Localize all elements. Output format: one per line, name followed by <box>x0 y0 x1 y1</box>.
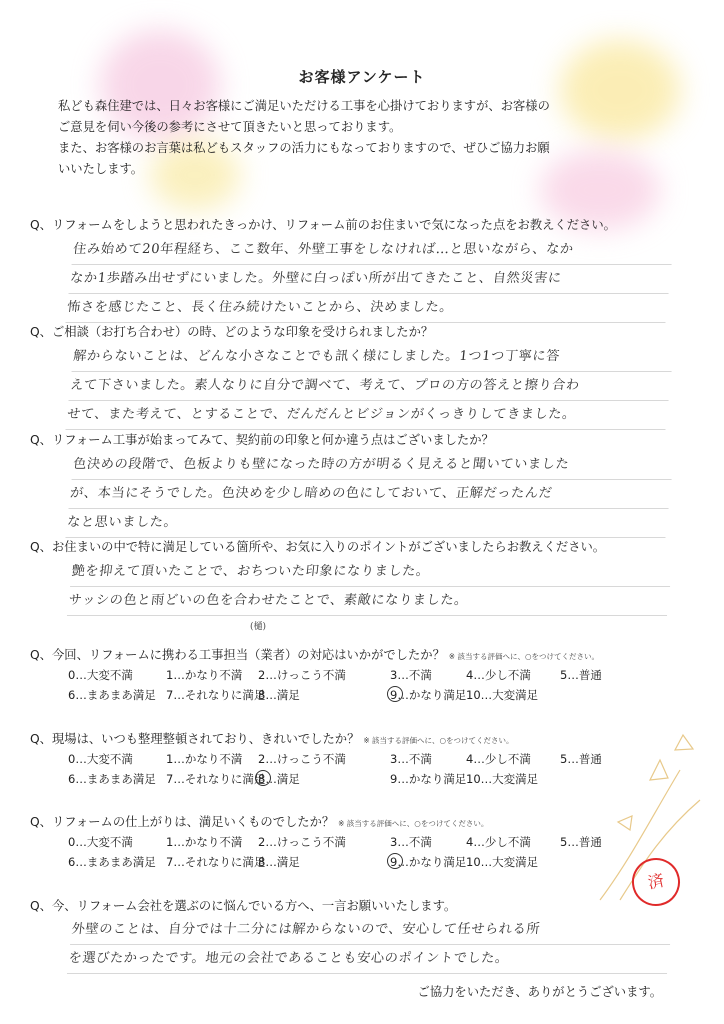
page-title: お客様アンケート <box>298 68 426 86</box>
rating-option[interactable]: 7…それなりに満足 <box>166 772 266 786</box>
rating-option[interactable]: 5…普通 <box>560 835 602 849</box>
rating-option[interactable]: 7…それなりに満足 <box>166 855 266 869</box>
question-final: Q、今、リフォーム会社を選ぶのに悩んでいる方へ、一言お願いいたします。 <box>30 899 457 913</box>
rating-option[interactable]: 10…大変満足 <box>466 688 539 702</box>
rating-option[interactable]: 6…まあまあ満足 <box>68 772 156 786</box>
rating-option[interactable]: 0…大変不満 <box>68 668 133 682</box>
rating-option[interactable]: 0…大変不満 <box>68 752 133 766</box>
rating-option[interactable]: 5…普通 <box>560 668 602 682</box>
rating-option[interactable]: 8…満足 <box>258 772 300 786</box>
rating-scale <box>68 751 668 791</box>
closing-text: ご協力をいただき、ありがとうございます。 <box>417 985 662 999</box>
answer-1 <box>65 236 674 323</box>
rating-option[interactable]: 3…不満 <box>390 752 432 766</box>
intro-line: ご意見を伺い今後の参考にさせて頂きたいと思っております。 <box>58 120 402 134</box>
answer-line: 怖さを感じたこと、長く住み続けたいことから、決めました。 <box>65 294 668 323</box>
rating-option[interactable]: 7…それなりに満足 <box>166 688 266 702</box>
rating-option[interactable]: 8…満足 <box>258 855 300 869</box>
rating-option[interactable]: 10…大変満足 <box>466 855 539 869</box>
rating-question-text: Q、今回、リフォームに携わる工事担当（業者）の対応はいかがでしたか？ <box>30 648 445 662</box>
answer-line: 解からないことは、どんな小さなことでも訊く様にしました。1つ1つ丁寧に答 <box>72 343 675 372</box>
rating-option[interactable]: 1…かなり不満 <box>166 835 243 849</box>
rating-option[interactable]: 4…少し不満 <box>466 752 531 766</box>
answer-line: 外壁のことは、自分では十二分には解からないので、安心して任せられる所 <box>70 916 673 945</box>
rating-option[interactable]: 4…少し不満 <box>466 668 531 682</box>
intro-text <box>58 96 678 180</box>
question-3: Q、リフォーム工事が始まってみて、契約前の印象と何か違う点はございましたか？ <box>30 433 494 447</box>
rating-scale <box>68 834 668 874</box>
question-1: Q、リフォームをしようと思われたきっかけ、リフォーム前のお住まいで気になった点をお教えください。 <box>30 218 616 232</box>
rating-option[interactable]: 9…かなり満足 <box>390 688 467 702</box>
rating-question-text: Q、リフォームの仕上がりは、満足いくものでしたか？ <box>30 815 335 829</box>
intro-line: いいたします。 <box>58 162 144 176</box>
rating-option[interactable]: 0…大変不満 <box>68 835 133 849</box>
rating-row <box>68 771 668 791</box>
rating-option[interactable]: 4…少し不満 <box>466 835 531 849</box>
question-4: Q、お住まいの中で特に満足している箇所や、お気に入りのポイントがございましたらお教えください。 <box>30 540 606 554</box>
intro-line: 私ども森住建では、日々お客様にご満足いただける工事を心掛けておりますが、お客様の <box>58 99 550 113</box>
rating-option[interactable]: 6…まあまあ満足 <box>68 688 156 702</box>
answer-3 <box>65 451 674 538</box>
answer-final <box>67 916 673 974</box>
rating-option[interactable]: 9…かなり満足 <box>390 772 467 786</box>
rating-option[interactable]: 9…かなり満足 <box>390 855 467 869</box>
answer-line: 艶を抑えて頂いたことで、おちついた印象になりました。 <box>70 558 673 587</box>
rating-row <box>68 854 668 874</box>
answer-line: せて、また考えて、とすることで、だんだんとビジョンがくっきりしてきました。 <box>65 401 668 430</box>
rating-note: ※ 該当する評価へに、○をつけてください。 <box>338 819 489 828</box>
answer-line: を選びたかったです。地元の会社であることも安心のポイントでした。 <box>67 945 670 974</box>
rating-option[interactable]: 2…けっこう不満 <box>258 668 346 682</box>
rating-question-text: Q、現場は、いつも整理整頓されており、きれいでしたか？ <box>30 732 360 746</box>
rating-option[interactable]: 2…けっこう不満 <box>258 835 346 849</box>
answer-annotation: (樋) <box>250 622 267 632</box>
answer-line: なか1歩踏み出せずにいました。外壁に白っぽい所が出てきたこと、自然災害に <box>68 265 671 294</box>
rating-option[interactable]: 5…普通 <box>560 752 602 766</box>
answer-line: 色決めの段階で、色板よりも壁になった時の方が明るく見えると聞いていました <box>72 451 675 480</box>
intro-line: また、お客様のお言葉は私どもスタッフの活力にもなっておりますので、ぜひご協力お願 <box>58 141 550 155</box>
answer-4 <box>67 558 673 616</box>
answer-line: 住み始めて20年程経ち、ここ数年、外壁工事をしなければ…と思いながら、なか <box>72 236 675 265</box>
rating-scale <box>68 667 668 707</box>
rating-option[interactable]: 3…不満 <box>390 835 432 849</box>
rating-option[interactable]: 2…けっこう不満 <box>258 752 346 766</box>
answer-line: が、本当にそうでした。色決めを少し暗めの色にしておいて、正解だったんだ <box>68 480 671 509</box>
rating-option[interactable]: 3…不満 <box>390 668 432 682</box>
answer-line: えて下さいました。素人なりに自分で調べて、考えて、プロの方の答えと擦り合わ <box>68 372 671 401</box>
question-2: Q、ご相談（お打ち合わせ）の時、どのような印象を受けられましたか？ <box>30 325 434 339</box>
rating-row <box>68 667 668 687</box>
rating-option[interactable]: 1…かなり不満 <box>166 752 243 766</box>
answer-2 <box>65 343 674 430</box>
approval-stamp: 済 <box>628 854 685 911</box>
rating-option[interactable]: 10…大変満足 <box>466 772 539 786</box>
answer-line: サッシの色と雨どいの色を合わせたことで、素敵になりました。 <box>67 587 670 616</box>
rating-option[interactable]: 6…まあまあ満足 <box>68 855 156 869</box>
rating-note: ※ 該当する評価へに、○をつけてください。 <box>363 736 514 745</box>
rating-option[interactable]: 8…満足 <box>258 688 300 702</box>
rating-row <box>68 687 668 707</box>
rating-question-1 <box>30 645 690 663</box>
rating-option[interactable]: 1…かなり不満 <box>166 668 243 682</box>
answer-line: なと思いました。 <box>65 509 668 538</box>
rating-note: ※ 該当する評価へに、○をつけてください。 <box>448 652 600 661</box>
rating-row <box>68 751 668 771</box>
rating-row <box>68 834 668 854</box>
